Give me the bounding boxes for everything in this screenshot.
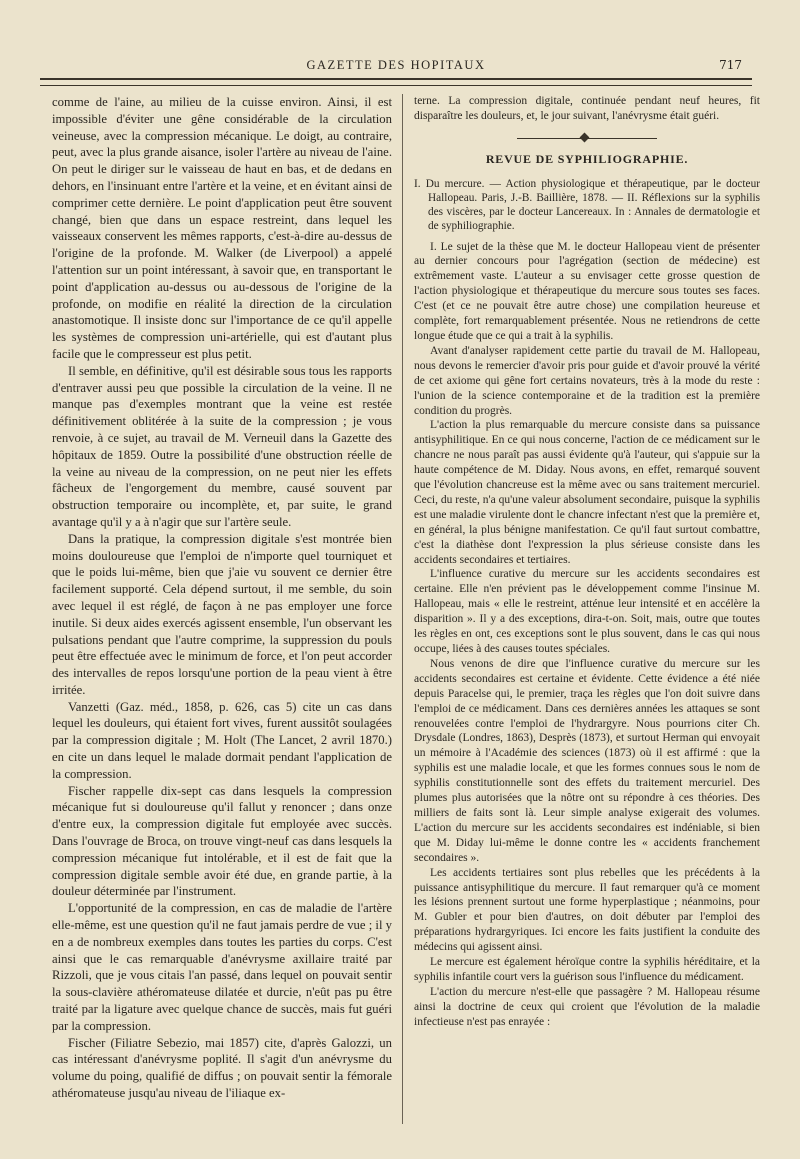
journal-title: GAZETTE DES HOPITAUX (306, 58, 486, 72)
left-paragraph: comme de l'aine, au milieu de la cuisse environ. Ainsi, il est impossible d'éviter une gêne considérable de la circulation veineuse, avec la compression mécanique. Le doigt, au contraire, peut, avec la plus grande aisance, isoler l'artère au niveau de l'aine. On peut le diriger sur le vaisseau de haut en bas, et de dedans en dehors, en l'insinuant entre l'artère et la veine, et en évitant ainsi de comprimer cette dernière. Le point d'application peut être souvent changé, bien que dans un espace restreint, dans lequel les vaisseaux conservent les mêmes rapports, c'est-à-dire au-dessus de l'origine de la profonde. M. Walker (de Liverpool) a appelé l'attention sur un point intéressant, à savoir que, en transportant le point d'application au-dessus ou au-dessous de l'origine de la profonde, on modifie en réalité la direction de la circulation anastomotique. Il insiste donc sur l'importance de ce qu'il appelle les systèmes de compression uni-artérielle, qui est d'autant plus facile que le compresseur est plus petit. (52, 95, 392, 361)
right-column (414, 94, 760, 1030)
right-paragraph: Le mercure est également héroïque contre la syphilis héréditaire, et la syphilis infantile court vers la guérison sous l'influence du médicament. (414, 956, 760, 983)
right-paragraph: L'influence curative du mercure sur les accidents secondaires est certaine. Elle n'en prévient pas le développement comme l'insinue M. Hallopeau, mais « elle le restreint, atténue leur intensité et en accélère la disparition ». Il y a des exceptions, dira-t-on. Soit, mais, outre que toutes les règles en ont, ces exceptions sont le plus souvent, dans le cas qui nous occupe, liées à des causes toutes spéciales. (414, 568, 760, 655)
bibliography-entry: I. Du mercure. — Action physiologique et thérapeutique, par le docteur Hallopeau. Paris, J.-B. Baillière, 1878. — II. Réflexions sur la syphilis des viscères, par le docteur Lancereaux. In : Annales de dermatologie et de syphiliographie. (414, 177, 760, 233)
section-separator-ornament (517, 134, 657, 144)
left-paragraph: Il semble, en définitive, qu'il est désirable sous tous les rapports d'entraver aussi peu que possible la circulation de la veine. Il ne manque pas d'exemples montrant que la veine est restée définitivement oblitérée à la suite de la compression ; je vous renvoie, à ce sujet, au travail de M. Verneuil dans la Gazette des hôpitaux de 1859. Outre la possibilité d'une obstruction réelle de la veine au niveau de la compression, on ne peut nier les effets fâcheux de l'engorgement du membre, causé souvent par obstruction temporaire ou incomplète, et, par suite, le grand avantage qu'il y a à n'agir que sur l'artère seule. (52, 363, 392, 529)
right-paragraph: I. Le sujet de la thèse que M. le docteur Hallopeau vient de présenter au dernier concours pour l'agrégation (section de médecine) est extrêmement vaste. L'auteur a su envisager cette grosse question de l'action physiologique et thérapeutique du mercure sous toutes ses faces. C'est (et ce ne pouvait être autre chose) une compilation heureuse et complète, fort remarquablement présentée. Nous ne retiendrons de cette longue étude que ce qui a trait à la syphilis. (414, 240, 760, 342)
right-lead-paragraph: terne. La compression digitale, continuée pendant neuf heures, fit disparaître les douleurs, et, le jour suivant, l'anévrysme était guéri. (414, 95, 760, 122)
left-paragraph: L'opportunité de la compression, en cas de maladie de l'artère elle-même, est une question qu'il ne faut jamais perdre de vue ; il y en a de nombreux exemples dans toutes les parties du corps. C'est ainsi que le cas remarquable d'anévrysme axillaire traité par Rizzoli, que je vous citais l'an passé, dans lequel on pouvait sentir la sous-clavière athéromateuse dilatée et durcie, n'eût pas pu être traité par la ligature avec quelque chance de succès, mais fut guéri par la compression. (52, 901, 392, 1033)
right-paragraph: Nous venons de dire que l'influence curative du mercure sur les accidents secondaires est certaine et évidente. Cette évidence a été niée depuis Paracelse qui, le premier, traça les règles que l'on doit suivre dans l'emploi de ce médicament. Dans ces dernières années les attaques se sont renouvelées contre l'emploi de l'hydrargyre. Nous pourrions citer Ch. Drysdale (Londres, 1863), Desprès (1873), et surtout Herman qui envoyait un mémoire à l'Académie des sciences (1873) où il est affirmé : que la syphilis est une maladie locale, et que les formes connues sous le nom de syphilis constitutionnelle sont des effets du traitement mercuriel. Des plumes plus autorisées que la nôtre ont su répondre à ces théories. Des milliers de faits sont là. Leur simple analyse exigerait des volumes. L'action du mercure sur les accidents secondaires est indéniable, si bien que M. Diday lui-même le donne contre les « accidents franchement secondaires ». (414, 657, 760, 864)
page-number: 717 (719, 58, 742, 72)
header-rule-thin (40, 85, 752, 86)
right-paragraph: Les accidents tertiaires sont plus rebelles que les précédents à la puissance antisyphilitique du mercure. Il faut remarquer qu'à ce moment les lésions prennent surtout une forme hyperplastique ; néanmoins, pour M. Gubler et pour bien d'autres, on doit débuter par l'emploi des préparations hydrargyriques. Ici encore les faits justifient la conduite des médecins qui agissent ainsi. (414, 866, 760, 954)
right-paragraph: L'action du mercure n'est-elle que passagère ? M. Hallopeau résume ainsi la doctrine de ceux qui croient que l'évolution de la maladie infectieuse n'est pas enrayée : (414, 985, 760, 1028)
header-rule-thick (40, 78, 752, 80)
section-title: REVUE DE SYPHILIOGRAPHIE. (485, 151, 689, 166)
page-header (40, 58, 752, 80)
right-paragraph: Avant d'analyser rapidement cette partie du travail de M. Hallopeau, nous devons le remercier d'avoir pris pour guide et d'avoir prouvé la vérité de cet axiome qui gêne fort certains novateurs, très à la mode du reste : l'union de la science contemporaine et de la tradition est la première condition du progrès. (414, 344, 760, 417)
left-paragraph: Fischer rappelle dix-sept cas dans lesquels la compression mécanique fut si douloureuse qu'il fallut y renoncer ; dans onze d'entre eux, la compression digitale fut employée avec succès. Dans l'ouvrage de Broca, on trouve vingt-neuf cas dans lesquels la compression mécanique fut intolérable, et il est de fait que la compression digitale semble avoir été due, en grande partie, à la douleur déterminée par l'instrument. (52, 783, 392, 899)
left-paragraph: Fischer (Filiatre Sebezio, mai 1857) cite, d'après Galozzi, un cas intéressant d'anévrysme poplité. Il s'agit d'un anévrysme du volume du poing, qualifié de diffus ; on pouvait sentir la fémorale athéromateuse jusqu'au niveau de l'iliaque ex- (52, 1035, 392, 1101)
left-paragraph: Vanzetti (Gaz. méd., 1858, p. 626, cas 5) cite un cas dans lequel les douleurs, qui étaient fort vives, furent aussitôt soulagées par la compression digitale ; M. Holt (The Lancet, 2 avril 1870.) en cite un dans lequel le malade dormait pendant l'application de la compression. (52, 699, 392, 781)
right-paragraph: L'action la plus remarquable du mercure consiste dans sa puissance antisyphilitique. En ce qui nous concerne, l'action de ce médicament sur le chancre ne nous paraît pas aussi évidente qu'à l'auteur, qui s'appuie sur la haute compétence de M. Diday. Nous avons, en effet, remarqué souvent que l'évolution chancreuse est la même avec ou sans traitement mercuriel. Ceci, du reste, n'a qu'une valeur absolument secondaire, puisque la syphilis est une maladie virulente dont le chancre infectant n'est que la première et, en général, la plus bénigne manifestation. Ce qu'il faut surtout combattre, c'est la diathèse dont l'expression la plus sérieuse consiste dans les accidents secondaires et tertiaires. (414, 419, 760, 566)
left-paragraph: Dans la pratique, la compression digitale s'est montrée bien moins douloureuse que l'emploi de n'importe quel tourniquet et que le poids lui-même, bien que j'aie vu souvent ce dernier être facilement supporté. Cela dépend surtout, il me semble, du soin avec lequel il est réglé, de façon à ne pas employer une force inutile. Si deux aides exercés agissent ensemble, l'un observant les pulsations pendant que l'autre comprime, la suppression du pouls peut être effectuée avec le minimum de force, et l'on peut accorder des intervalles de repos lorsqu'une portion de la peau vient à être irritée. (52, 531, 392, 697)
column-divider (402, 94, 403, 1124)
left-column (52, 94, 392, 1102)
